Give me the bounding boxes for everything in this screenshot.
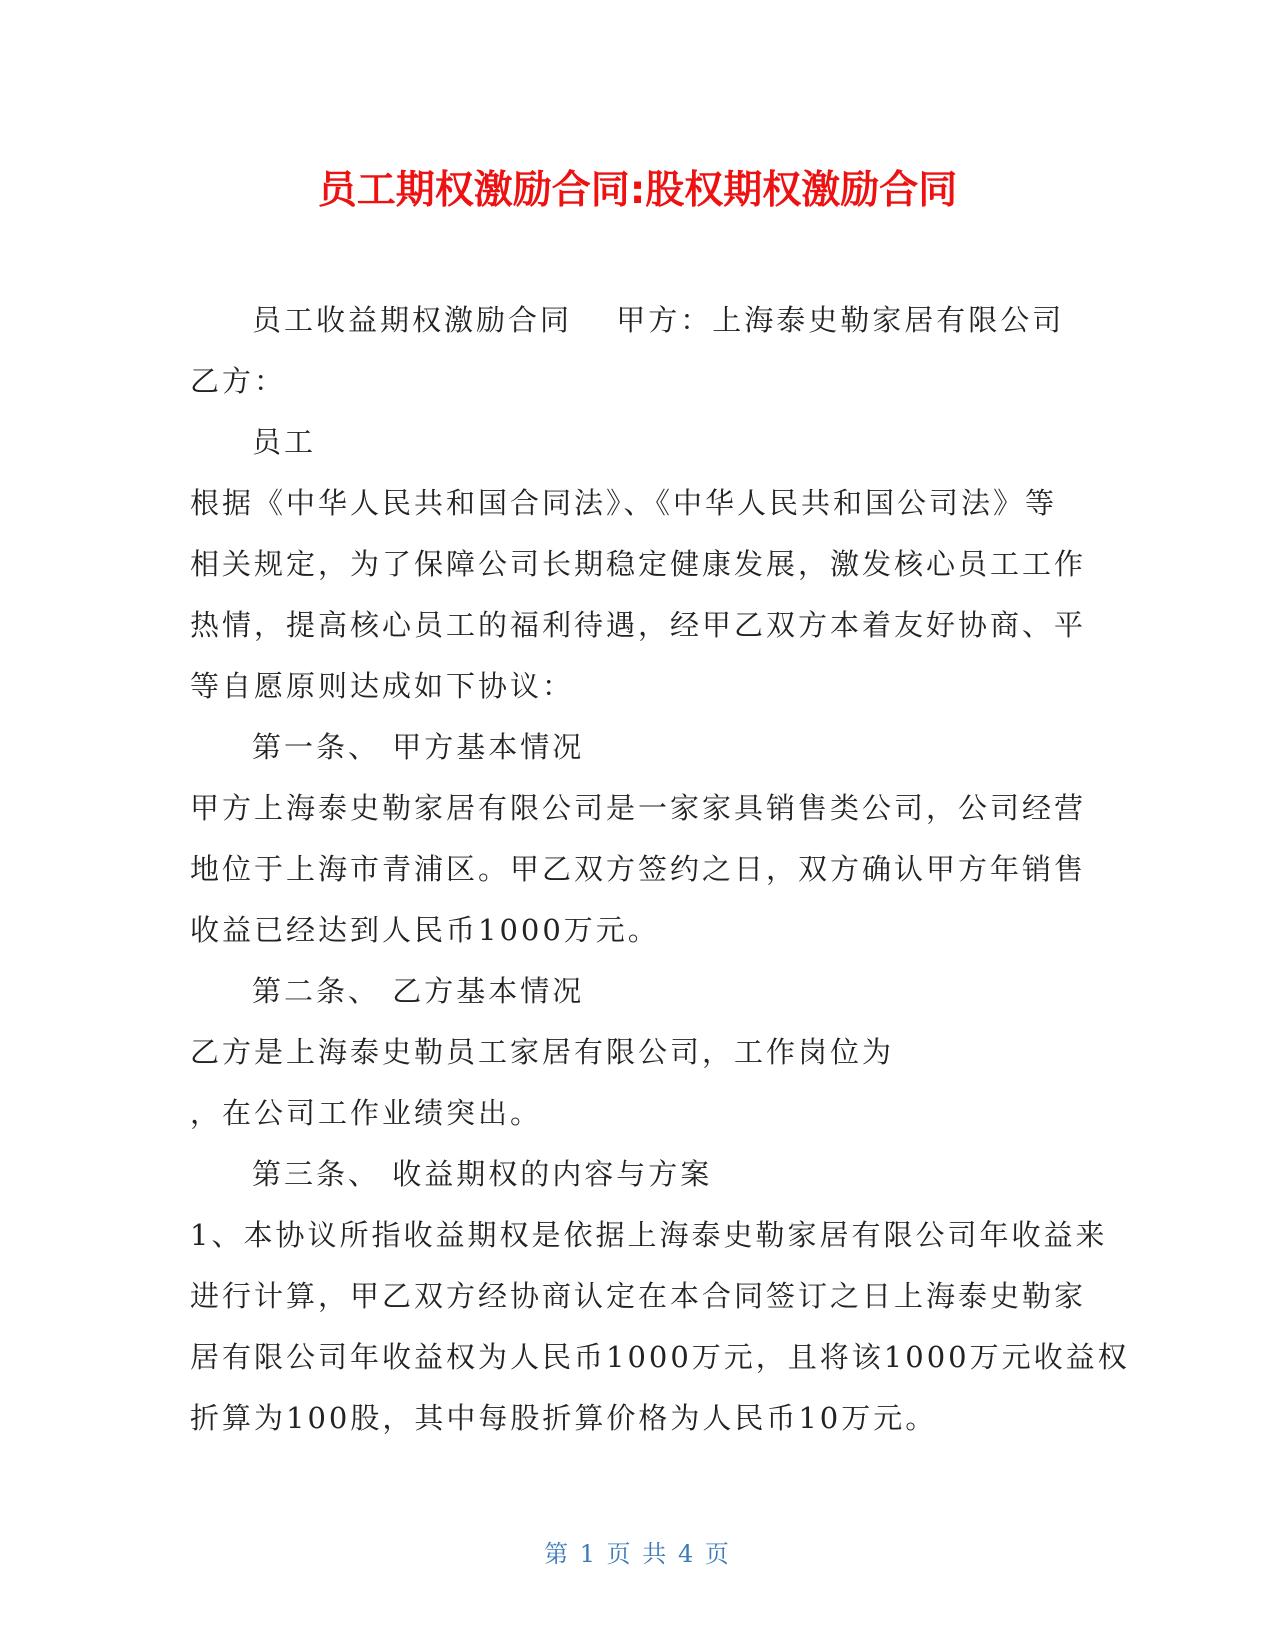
document-body	[190, 290, 1130, 1449]
body-line: 甲方上海泰史勒家居有限公司是一家家具销售类公司，公司经营	[190, 791, 1087, 825]
body-line: 乙方：	[190, 364, 287, 398]
body-line: 收益已经达到人民币1000万元。	[190, 913, 660, 947]
section-heading: 第二条、 乙方基本情况	[252, 974, 585, 1008]
page-number-footer: 第 1 页 共 4 页	[544, 1540, 731, 1568]
body-line: 热情，提高核心员工的福利待遇，经甲乙双方本着友好协商、平	[190, 608, 1087, 642]
body-line: 乙方是上海泰史勒员工家居有限公司，工作岗位为	[190, 1035, 895, 1069]
section-heading: 第一条、 甲方基本情况	[252, 730, 585, 764]
body-line: 等自愿原则达成如下协议：	[190, 669, 575, 703]
body-line: 员工收益期权激励合同 甲方：上海泰史勒家居有限公司	[252, 303, 1065, 337]
body-line: 居有限公司年收益权为人民币1000万元，且将该1000万元收益权	[190, 1340, 1130, 1374]
body-line: 员工	[252, 425, 317, 459]
body-line: 进行计算，甲乙双方经协商认定在本合同签订之日上海泰史勒家	[190, 1279, 1087, 1313]
body-line: 地位于上海市青浦区。甲乙双方签约之日，双方确认甲方年销售	[190, 852, 1087, 886]
document-title: 员工期权激励合同:股权期权激励合同	[317, 168, 958, 213]
body-line: 根据《中华人民共和国合同法》、《中华人民共和国公司法》等	[190, 486, 1058, 520]
section-heading: 第三条、 收益期权的内容与方案	[252, 1157, 713, 1191]
body-line: 折算为100股，其中每股折算价格为人民币10万元。	[190, 1401, 938, 1435]
body-line: 1、本协议所指收益期权是依据上海泰史勒家居有限公司年收益来	[190, 1218, 1108, 1252]
body-line: 相关规定，为了保障公司长期稳定健康发展，激发核心员工工作	[190, 547, 1087, 581]
body-line: ，在公司工作业绩突出。	[190, 1096, 543, 1130]
